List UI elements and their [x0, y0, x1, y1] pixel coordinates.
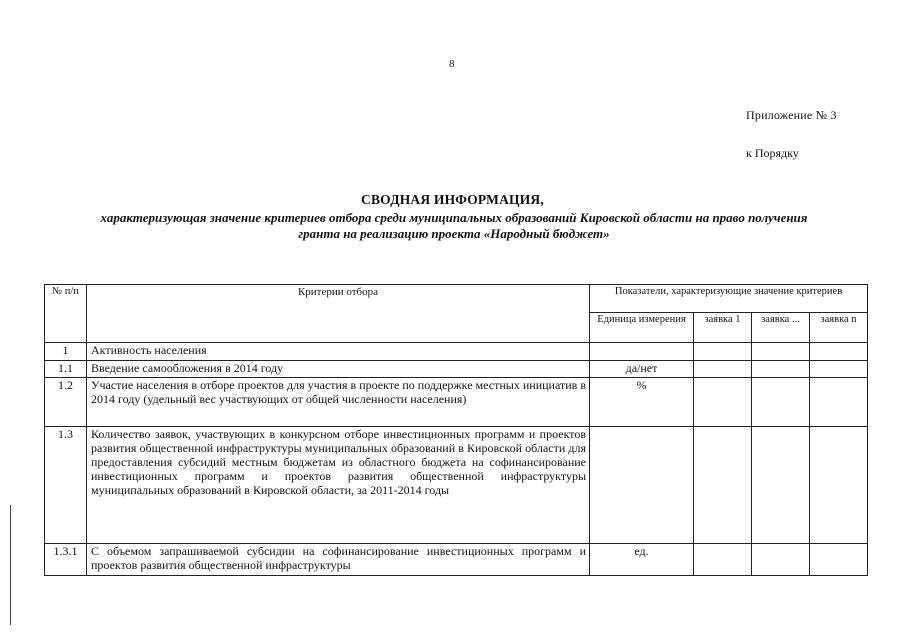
table-row: [45, 378, 868, 427]
row-app-1: [694, 378, 752, 427]
row-app-dots: [752, 544, 810, 576]
table-row: [45, 361, 868, 378]
page-number: 8: [449, 58, 455, 70]
appendix-label: Приложение № 3: [746, 108, 837, 122]
row-app-n: [810, 361, 868, 378]
row-app-n: [810, 378, 868, 427]
row-unit: да/нет: [590, 361, 694, 378]
row-app-n: [810, 544, 868, 576]
row-criterion: С объемом запрашиваемой субсидии на софинансирование инвестиционных программ и проектов развития общественной инфраструктуры: [87, 544, 590, 576]
row-num: 1: [45, 343, 87, 361]
table-row: [45, 343, 868, 361]
to-order-label: к Порядку: [746, 146, 799, 160]
row-app-n: [810, 427, 868, 544]
header-unit: Единица измерения: [590, 313, 694, 343]
header-app-1: заявка 1: [694, 313, 752, 343]
document-subtitle: характеризующая значение критериев отбора среди муниципальных образований Кировской области на право получения гранта на реализацию проекта «Народный бюджет»: [100, 210, 808, 241]
row-app-dots: [752, 427, 810, 544]
row-num: 1.3: [45, 427, 87, 544]
row-unit: [590, 343, 694, 361]
table-row: [45, 427, 868, 544]
row-criterion: Участие населения в отборе проектов для участия в проекте по поддержке местных инициатив в 2014 году (удельный вес участвующих от общей численности населения): [87, 378, 590, 427]
header-num: № п/п: [45, 285, 87, 343]
row-unit: %: [590, 378, 694, 427]
criteria-table: [44, 284, 868, 576]
row-app-dots: [752, 378, 810, 427]
scan-edge-line: [10, 505, 11, 625]
row-num: 1.3.1: [45, 544, 87, 576]
header-app-dots: заявка ...: [752, 313, 810, 343]
row-app-1: [694, 361, 752, 378]
row-criterion: Введение самообложения в 2014 году: [87, 361, 590, 378]
header-indicators: Показатели, характеризующие значение критериев: [590, 285, 868, 313]
table-header-row: [45, 285, 868, 313]
row-criterion: Количество заявок, участвующих в конкурсном отборе инвестиционных программ и проектов развития общественной инфраструктуры муниципальных образований в Кировской области для предоставления субсидий местным бюджетам из областного бюджета на софинансирование инвестиционных программ и проектов развития общественной инфраструктуры муниципальных образований в Кировской области, за 2011-2014 годы: [87, 427, 590, 544]
row-unit: [590, 427, 694, 544]
row-num: 1.1: [45, 361, 87, 378]
row-app-dots: [752, 361, 810, 378]
row-criterion: Активность населения: [87, 343, 590, 361]
row-app-1: [694, 343, 752, 361]
row-app-n: [810, 343, 868, 361]
header-app-n: заявка n: [810, 313, 868, 343]
header-criteria: Критерии отбора: [87, 285, 590, 343]
row-app-1: [694, 427, 752, 544]
table-row: [45, 544, 868, 576]
row-app-1: [694, 544, 752, 576]
row-num: 1.2: [45, 378, 87, 427]
row-app-dots: [752, 343, 810, 361]
row-unit: ед.: [590, 544, 694, 576]
document-title: СВОДНАЯ ИНФОРМАЦИЯ,: [361, 192, 544, 207]
